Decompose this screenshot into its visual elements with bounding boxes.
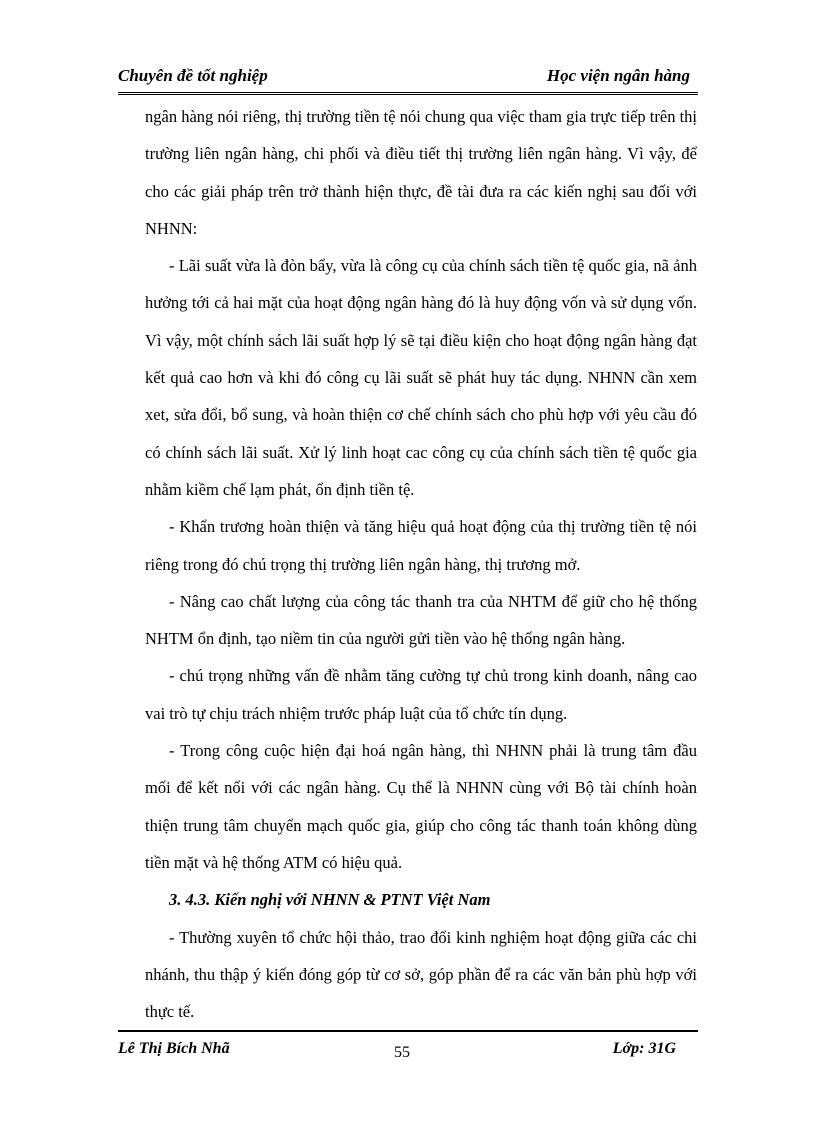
header-title-left: Chuyên đề tốt nghiệp bbox=[118, 66, 268, 85]
footer-author: Lê Thị Bích Nhã bbox=[118, 1040, 230, 1057]
paragraph: - Thường xuyên tổ chức hội thảo, trao đổi kinh nghiệm hoạt động giữa các chi nhánh, thu thập ý kiến đóng góp từ cơ sở, góp phần để ra các văn bản phù hợp với thực tế. bbox=[145, 927, 697, 1022]
section-heading: 3. 4.3. Kiến nghị với NHNN & PTNT Việt Nam bbox=[169, 890, 491, 910]
page-header bbox=[118, 64, 698, 95]
footer-class: Lớp: 31G bbox=[612, 1040, 676, 1057]
document-body bbox=[145, 98, 697, 1030]
header-title-right: Học viện ngân hàng bbox=[546, 66, 690, 85]
paragraph: - Nâng cao chất lượng của công tác thanh tra của NHTM để giữ cho hệ thống NHTM ổn định, tạo niềm tin của người gửi tiền vào hệ thống ngân hàng. bbox=[145, 591, 697, 649]
page-number: 55 bbox=[394, 1044, 410, 1061]
paragraph: - Khẩn trương hoàn thiện và tăng hiệu quả hoạt động của thị trường tiền tệ nói riêng trong đó chú trọng thị trường liên ngân hàng, thị trương mở. bbox=[145, 517, 697, 574]
paragraph: ngân hàng nói riêng, thị trường tiền tệ nói chung qua việc tham gia trực tiếp trên thị trường liên ngân hàng, chi phối và điều tiết thị trường liên ngân hàng. Vì vậy, để cho các giải pháp trên trở thành hiện thực, đề tài đưa ra các kiến nghị sau đối với NHNN: bbox=[145, 107, 697, 238]
page-footer bbox=[118, 1030, 698, 1072]
paragraph: - chú trọng những vấn đề nhằm tăng cường tự chủ trong kinh doanh, nâng cao vai trò tự chịu trách nhiệm trước pháp luật của tổ chức tín dụng. bbox=[145, 666, 697, 723]
paragraph: - Lãi suất vừa là đòn bẩy, vừa là công cụ của chính sách tiền tệ quốc gia, nã ảnh hưởng tới cả hai mặt của hoạt động ngân hàng đó là huy động vốn và sử dụng vốn. Vì vậy, một chính sách lãi suất hợp lý sẽ tại điều kiện cho hoạt động ngân hàng đạt kết quả cao hơn và khi đó công cụ lãi suất sẽ phát huy tác dụng. NHNN cần xem xet, sửa đổi, bổ sung, và hoàn thiện cơ chế chính sách cho phù hợp với yêu cầu đó có chính sách lãi suất. Xử lý linh hoạt cac công cụ của chính sách tiền tệ quốc gia nhằm kiềm chế lạm phát, ổn định tiền tệ. bbox=[145, 256, 697, 499]
paragraph: - Trong công cuộc hiện đại hoá ngân hàng, thì NHNN phải là trung tâm đầu mối để kết nối với các ngân hàng. Cụ thể là NHNN cùng với Bộ tài chính hoàn thiện trung tâm chuyển mạch quốc gia, giúp cho công tác thanh toán không dùng tiền mặt và hệ thống ATM có hiệu quả. bbox=[145, 741, 697, 872]
